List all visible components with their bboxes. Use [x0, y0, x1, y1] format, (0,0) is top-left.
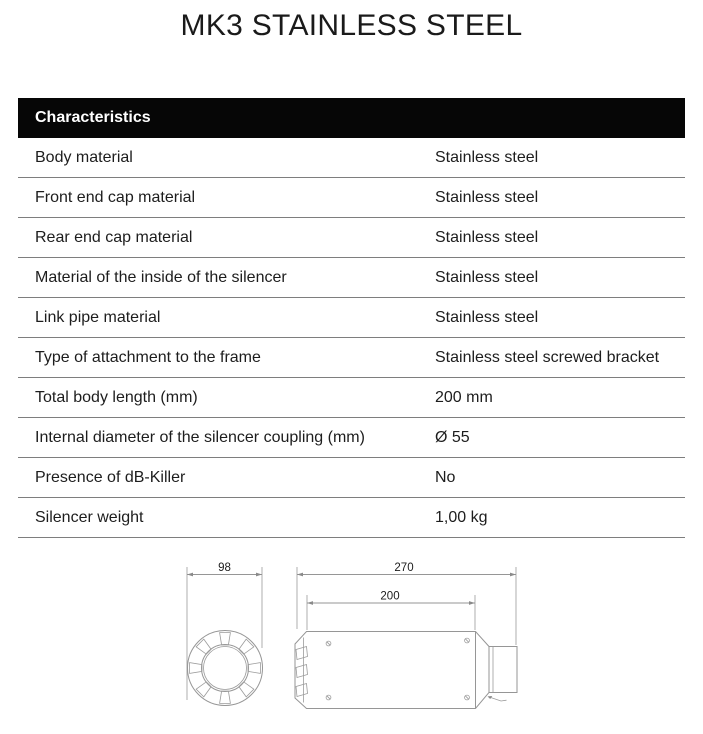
row-value: Stainless steel — [435, 268, 539, 286]
table-row — [18, 418, 685, 458]
row-label: Presence of dB-Killer — [35, 468, 186, 486]
row-value: Stainless steel screwed bracket — [435, 348, 660, 366]
dimension-200 — [307, 591, 475, 631]
table-row — [18, 298, 685, 338]
row-label: Total body length (mm) — [35, 388, 198, 406]
row-label: Link pipe material — [35, 308, 161, 326]
row-label: Material of the inside of the silencer — [35, 268, 287, 286]
screw-marks — [326, 638, 469, 700]
row-value: Ø 55 — [435, 428, 470, 446]
table-header-label: Characteristics — [35, 109, 151, 126]
row-label: Rear end cap material — [35, 228, 193, 246]
dim-label-200: 200 — [380, 590, 400, 603]
page-title: MK3 STAINLESS STEEL — [180, 9, 523, 42]
row-value: Stainless steel — [435, 228, 539, 246]
row-label: Type of attachment to the frame — [35, 348, 261, 366]
table-row — [18, 498, 685, 538]
table-row — [18, 378, 685, 418]
row-value: 1,00 kg — [435, 508, 488, 526]
row-value: 200 mm — [435, 388, 493, 406]
table-row — [18, 458, 685, 498]
end-view-spokes — [190, 633, 261, 704]
table-header — [18, 98, 685, 138]
row-value: Stainless steel — [435, 148, 539, 166]
table-row — [18, 138, 685, 178]
silencer-side-view — [295, 632, 517, 709]
row-value: Stainless steel — [435, 308, 539, 326]
technical-drawing — [170, 552, 540, 734]
row-label: Body material — [35, 148, 133, 166]
row-label: Front end cap material — [35, 188, 196, 206]
silencer-end-view — [188, 631, 263, 706]
table-row — [18, 258, 685, 298]
table-row — [18, 218, 685, 258]
dim-label-270: 270 — [394, 562, 414, 574]
dim-label-98: 98 — [218, 562, 231, 574]
leader-mark — [488, 696, 507, 701]
table-row — [18, 338, 685, 378]
row-label: Internal diameter of the silencer coupling (mm) — [35, 428, 365, 446]
row-label: Silencer weight — [35, 508, 144, 526]
table-row — [18, 178, 685, 218]
row-value: No — [435, 468, 456, 486]
characteristics-table — [18, 98, 685, 538]
row-value: Stainless steel — [435, 188, 539, 206]
